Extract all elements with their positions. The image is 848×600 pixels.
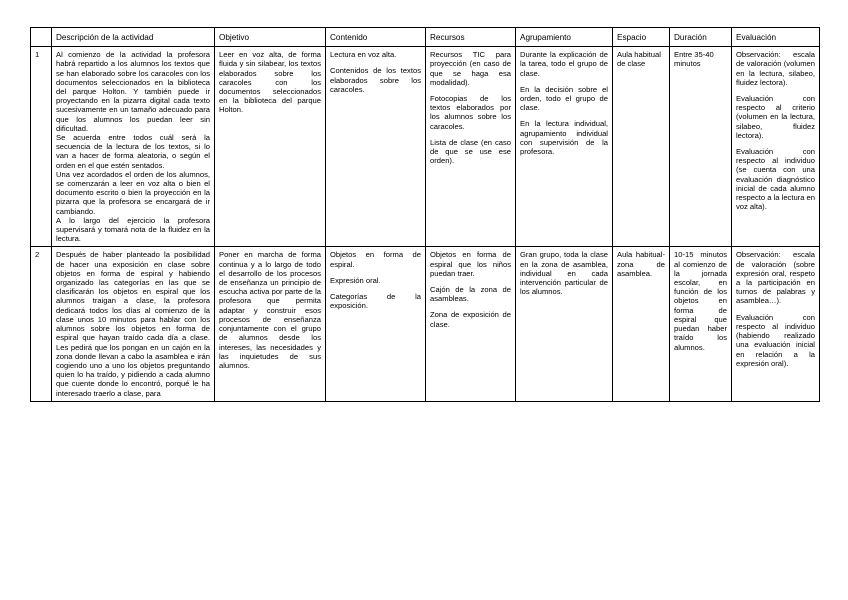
objective-text: Leer en voz alta, de forma fluida y sin silabear, los textos elaborados sobre los caracoles con los documentos seleccionados en la biblioteca del parque Holton.: [219, 50, 321, 115]
resources-text: Recursos TIC para proyección (en caso de que se haga esa modalidad).: [430, 50, 511, 87]
resources-cell: [426, 247, 516, 401]
table-row: [31, 247, 820, 401]
grouping-cell: [516, 47, 613, 247]
header-description: Descripción de la actividad: [52, 28, 215, 47]
description-text: Una vez acordados el orden de los alumnos, se comenzarán a leer en voz alta o bien el documento escrito o bien la proyección en la pizarra que la profesora se encargará de ir cambiando.: [56, 169, 210, 216]
evaluation-text: Observación: escala de valoración (sobre expresión oral, respeto a la participación en turnos de palabras y asamblea…).: [736, 250, 815, 306]
resources-text: Lista de clase (en caso de que se use ese orden).: [430, 137, 511, 166]
content-cell: [326, 247, 426, 401]
duration-text: Entre 35-40 minutos: [674, 50, 714, 69]
resources-cell: [426, 47, 516, 247]
grouping-cell: [516, 247, 613, 401]
table-row: [31, 47, 820, 247]
duration-cell: [670, 247, 732, 401]
objective-text: Poner en marcha de forma continua y a lo largo de todo el desarrollo de los procesos de enseñanza un principio de escucha activa por parte de la profesora que permita adaptar y construir esos procesos de enseñanza conjuntamente con el grupo de alumnos desde los intereses, las necesidades y las inquietudes de sus alumnos.: [219, 250, 321, 370]
grouping-text: En la lectura individual, agrupamiento individual con supervisión de la profesora.: [520, 119, 608, 157]
grouping-text: En la decisión sobre el orden, todo el grupo de clase.: [520, 84, 608, 113]
evaluation-text: Evaluación con respecto al individuo (habiendo realizado una evaluación inicial en relación a la expresión oral).: [736, 312, 815, 368]
resources-text: Cajón de la zona de asambleas.: [430, 285, 511, 304]
resources-text: Zona de exposición de clase.: [430, 310, 511, 329]
objective-cell: [215, 47, 326, 247]
evaluation-cell: [732, 47, 820, 247]
space-cell: [613, 247, 670, 401]
header-content: Contenido: [326, 28, 426, 47]
content-text: Expresión oral.: [330, 275, 381, 285]
description-cell: [52, 47, 215, 247]
row-number: 2: [31, 247, 52, 401]
header-row: [31, 28, 820, 47]
content-cell: [326, 47, 426, 247]
description-text: Se acuerda entre todos cuál será la secuencia de la lectura de los textos, si lo van a hacer de forma aleatoria, o según el orden en el que estén sentados.: [56, 133, 210, 170]
header-resources: Recursos: [426, 28, 516, 47]
evaluation-text: Evaluación con respecto al individuo (se cuenta con una evaluación diagnóstico inicial de cada alumno respecto a la lectura en voz alta).: [736, 147, 815, 212]
header-space: Espacio: [613, 28, 670, 47]
evaluation-cell: [732, 247, 820, 401]
description-text: Al comienzo de la actividad la profesora habrá repartido a los alumnos los textos que se han elaborado sobre los caracoles con los documentos seleccionados en la biblioteca del parque Holton. Y también puede ir proyectando en la pizarra digital cada texto sucesivamente en un tamaño adecuado para que los alumnos los puedan leer sin dificultad.: [56, 50, 210, 133]
resources-text: Fotocopias de los textos elaborados por los alumnos sobre los caracoles.: [430, 94, 511, 131]
space-cell: [613, 47, 670, 247]
description-text: A lo largo del ejercicio la profesora supervisará y tomará nota de la fluidez en la lectura.: [56, 215, 210, 244]
content-text: Lectura en voz alta.: [330, 50, 397, 60]
grouping-text: Durante la explicación de la tarea, todo el grupo de clase.: [520, 50, 608, 78]
space-text: Aula habitual de clase: [617, 50, 661, 69]
duration-cell: [670, 47, 732, 247]
resources-text: Objetos en forma de espiral que los niños puedan traer.: [430, 250, 511, 278]
activity-table: [30, 27, 820, 402]
header-number: [31, 28, 52, 47]
evaluation-text: Observación: escala de valoración (volumen en la lectura, silabeo, fluidez lectora).: [736, 50, 815, 87]
header-grouping: Agrupamiento: [516, 28, 613, 47]
header-duration: Duración: [670, 28, 732, 47]
duration-text: 10-15 minutos al comienzo de la jornada escolar, en función de los objetos en forma de espiral que puedan haber traído los alumnos.: [674, 250, 727, 352]
header-evaluation: Evaluación: [732, 28, 820, 47]
objective-cell: [215, 247, 326, 401]
content-text: Categorías de la exposición.: [330, 292, 421, 311]
grouping-text: Gran grupo, toda la clase en la zona de asamblea, individual en cada intervención particular de los alumnos.: [520, 250, 608, 297]
space-text: Aula habitual- zona de asamblea.: [617, 250, 665, 278]
description-text: Después de haber planteado la posibilidad de hacer una exposición en clase sobre objetos en forma de espiral y habiendo organizado las categorías en las que se clasificarán los objetos en espiral que los alumnos traigan a clase, la profesora dedicará todos los días al comienzo de la clase unos 10 minutos para hablar con los alumnos sobre los objetos en forma de espiral que hayan traído cada día a clase. Les pedirá que los pongan en un cajón en la zona donde llevan a cabo la asamblea e irán cogiendo uno a uno los objetos preguntando quien lo ha traído, y pidiendo a cada alumno que cuente donde lo encontró, porqué le ha interesado traerlo a clase, para: [56, 250, 210, 398]
description-cell: [52, 247, 215, 401]
header-objective: Objetivo: [215, 28, 326, 47]
row-number: 1: [31, 47, 52, 247]
evaluation-text: Evaluación con respecto al criterio (volumen en la lectura, silabeo, fluidez lectora).: [736, 94, 815, 140]
content-text: Contenidos de los textos elaborados sobre los caracoles.: [330, 66, 421, 94]
content-text: Objetos en forma de espiral.: [330, 250, 421, 269]
